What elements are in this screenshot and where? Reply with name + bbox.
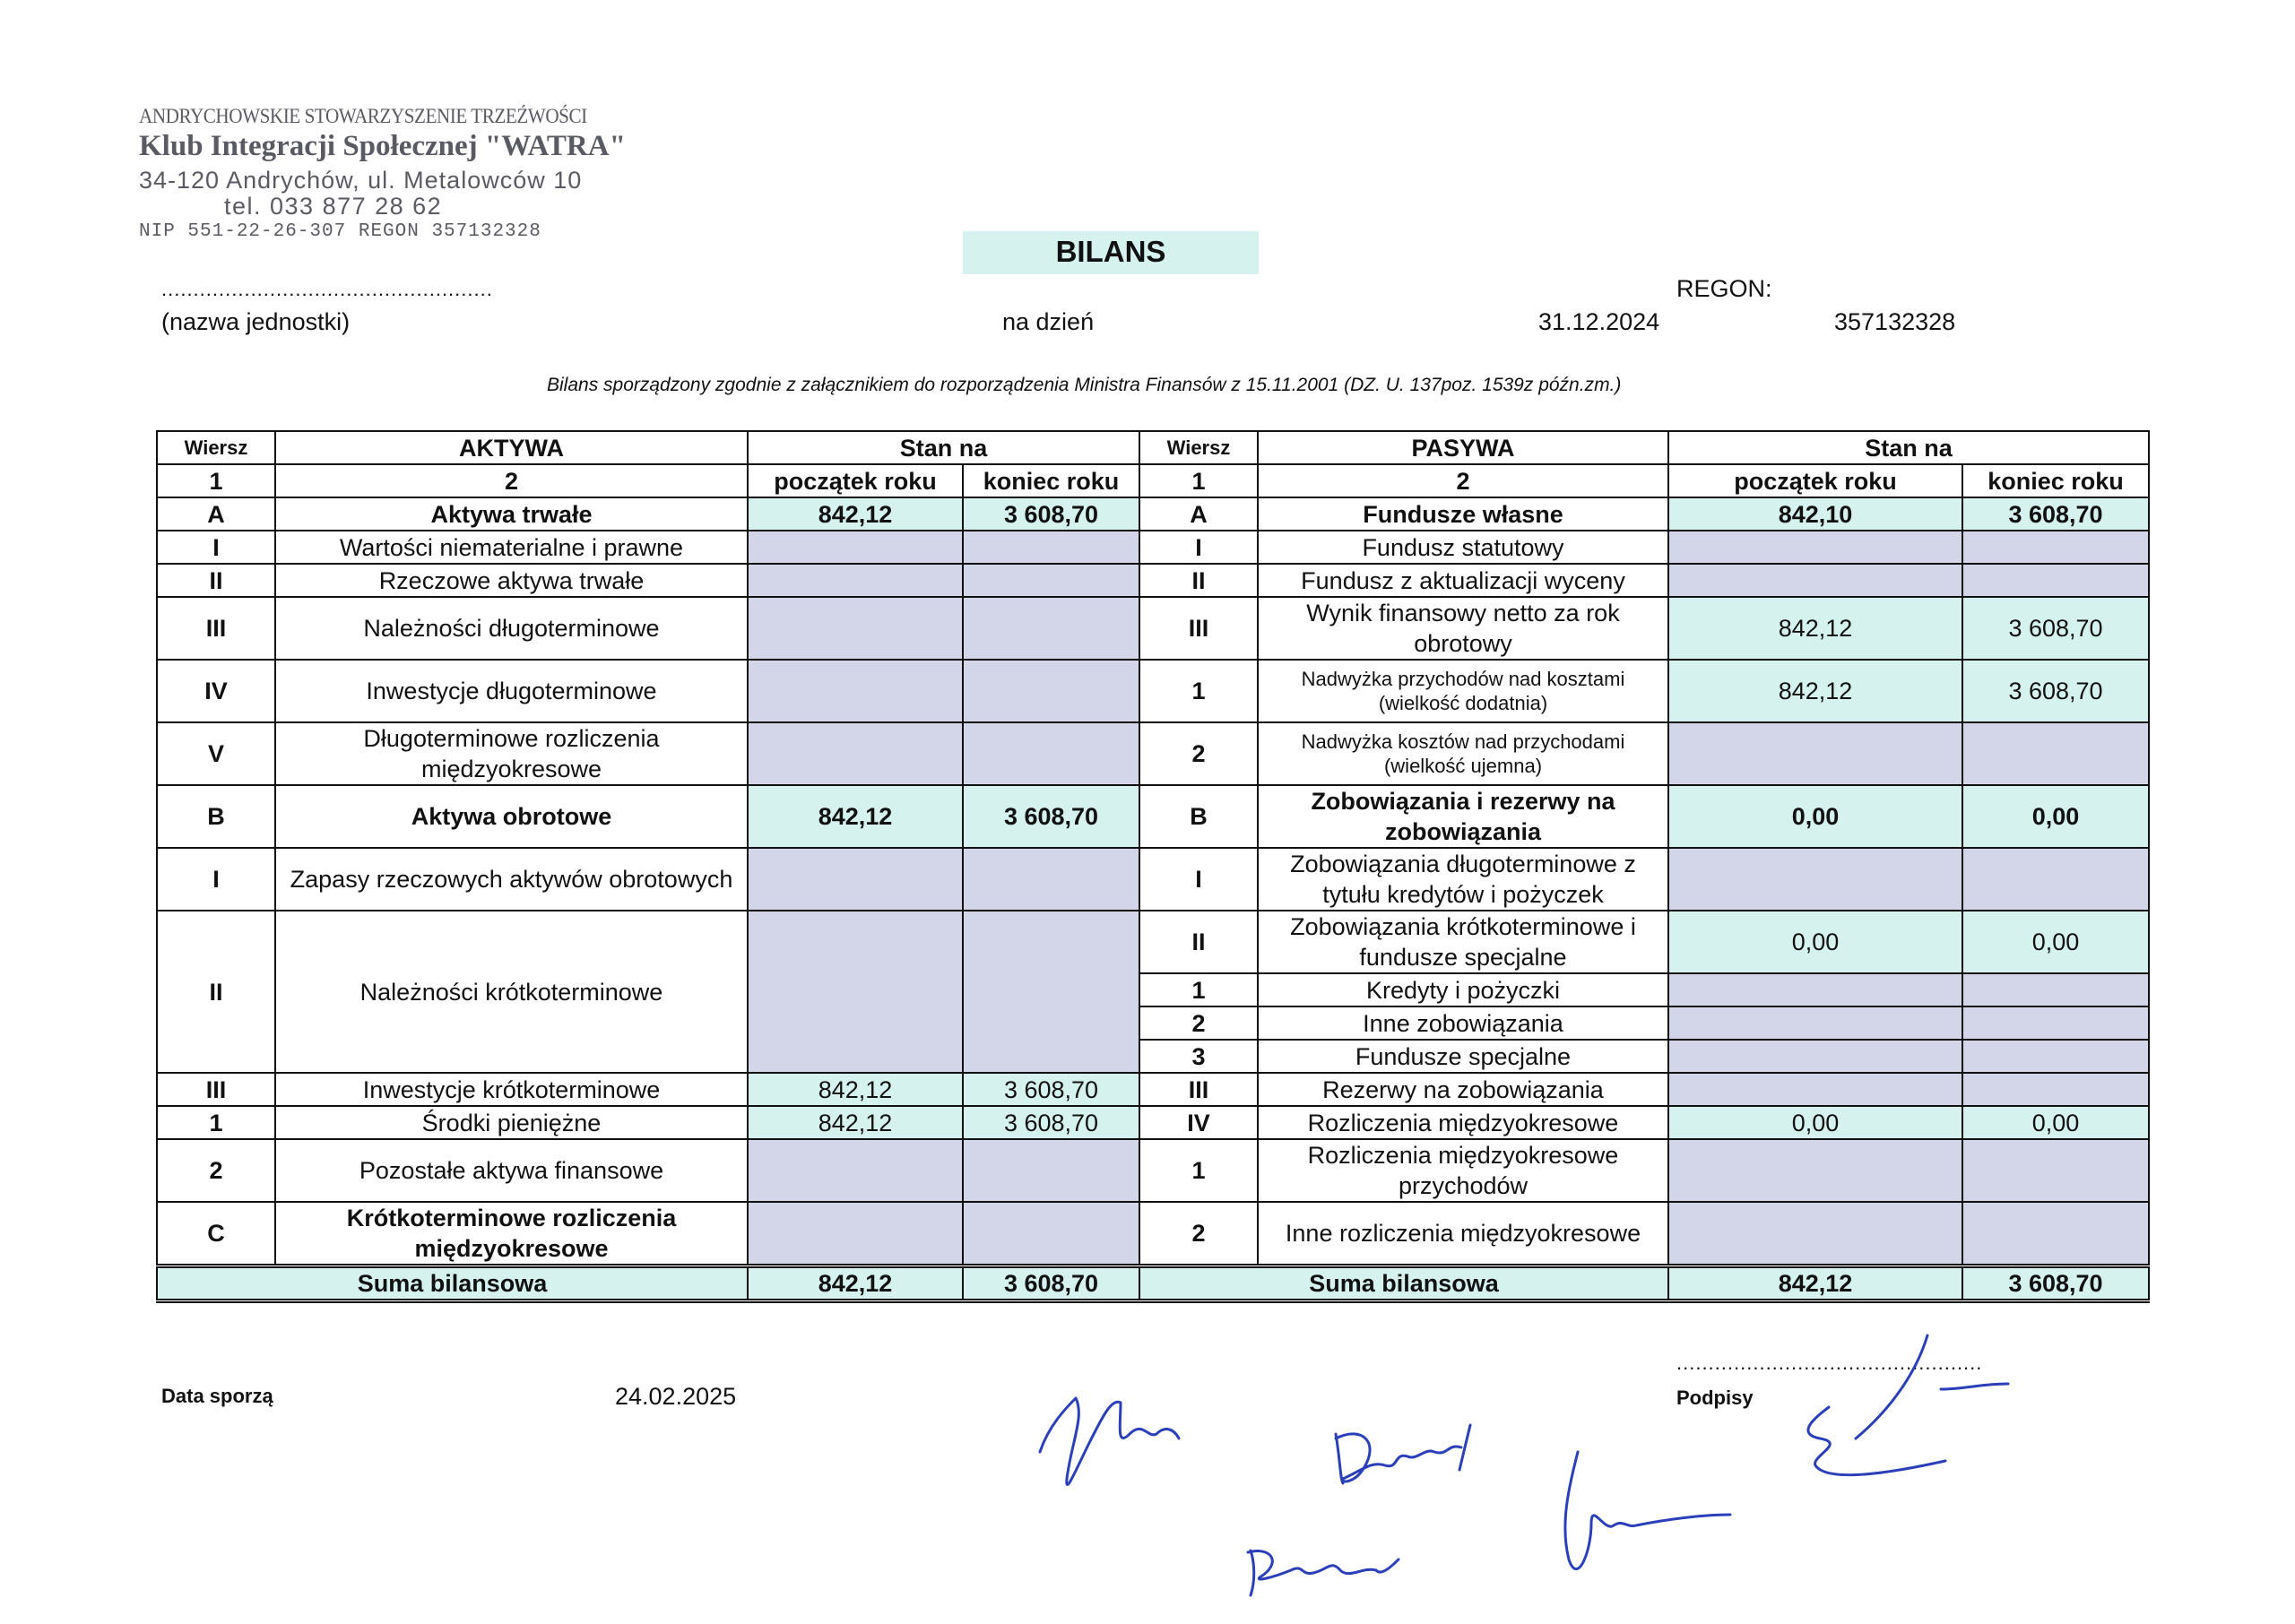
value-cell: 0,00 bbox=[1668, 911, 1962, 973]
table-row bbox=[157, 911, 2149, 973]
value-cell bbox=[963, 1139, 1139, 1202]
signature-1 bbox=[1040, 1398, 1179, 1484]
col-wiersz-right: Wiersz bbox=[1139, 431, 1258, 464]
row-label: I bbox=[157, 531, 275, 564]
row-label: C bbox=[157, 1202, 275, 1266]
row-name: Fundusz statutowy bbox=[1258, 531, 1668, 564]
value-cell: 3 608,70 bbox=[963, 785, 1139, 848]
row-name: Wynik finansowy netto za rok obrotowy bbox=[1258, 597, 1668, 660]
value-cell bbox=[1962, 973, 2149, 1006]
row-label: 2 bbox=[157, 1139, 275, 1202]
stamp-line-4: tel. 033 877 28 62 bbox=[224, 193, 443, 220]
handwritten-signatures bbox=[986, 1291, 2044, 1604]
table-row bbox=[157, 722, 2149, 785]
row-label: 1 bbox=[1139, 660, 1258, 722]
row-label: II bbox=[157, 911, 275, 1073]
row-name: Kredyty i pożyczki bbox=[1258, 973, 1668, 1006]
subhead-col2-right: 2 bbox=[1258, 464, 1668, 497]
row-name: Inne zobowiązania bbox=[1258, 1006, 1668, 1040]
stamp-line-2: Klub Integracji Społecznej "WATRA" bbox=[139, 130, 626, 162]
value-cell bbox=[748, 848, 963, 911]
sum-label-left: Suma bilansowa bbox=[157, 1266, 748, 1301]
table-row bbox=[157, 564, 2149, 597]
stamp-line-1: ANDRYCHOWSKIE STOWARZYSZENIE TRZEŹWOŚCI bbox=[139, 105, 587, 127]
signature-3 bbox=[1248, 1551, 1399, 1595]
signature-line: ................................................ bbox=[1676, 1352, 1983, 1374]
legal-basis-note: Bilans sporządzony zgodnie z załącznikiem do rozporządzenia Ministra Finansów z 15.11.2001 (DZ. U. 137poz. 1539z późn.zm.) bbox=[547, 375, 1622, 395]
value-cell: 842,12 bbox=[748, 785, 963, 848]
value-cell: 842,12 bbox=[748, 1073, 963, 1106]
row-name: Zobowiązania i rezerwy na zobowiązania bbox=[1258, 785, 1668, 848]
sum-value: 3 608,70 bbox=[963, 1266, 1139, 1301]
row-name: Fundusze własne bbox=[1258, 497, 1668, 531]
value-cell bbox=[748, 1202, 963, 1266]
value-cell: 0,00 bbox=[1962, 785, 2149, 848]
value-cell: 3 608,70 bbox=[963, 1073, 1139, 1106]
value-cell: 0,00 bbox=[1668, 785, 1962, 848]
value-cell bbox=[963, 564, 1139, 597]
row-label: II bbox=[1139, 564, 1258, 597]
value-cell bbox=[1668, 1139, 1962, 1202]
row-name: Zobowiązania krótkoterminowe i fundusze specjalne bbox=[1258, 911, 1668, 973]
value-cell bbox=[1668, 531, 1962, 564]
table-row bbox=[157, 1073, 2149, 1106]
row-name: Rzeczowe aktywa trwałe bbox=[275, 564, 748, 597]
subhead-end-right: koniec roku bbox=[1962, 464, 2149, 497]
row-label: I bbox=[1139, 531, 1258, 564]
value-cell bbox=[1962, 1006, 2149, 1040]
unit-name-label: (nazwa jednostki) bbox=[161, 308, 351, 335]
subhead-col1: 1 bbox=[157, 464, 275, 497]
value-cell bbox=[963, 531, 1139, 564]
value-cell bbox=[1962, 1202, 2149, 1266]
table-row bbox=[157, 1106, 2149, 1139]
row-label: B bbox=[1139, 785, 1258, 848]
table-row bbox=[157, 1202, 2149, 1266]
row-label: V bbox=[157, 722, 275, 785]
row-label: 1 bbox=[1139, 1139, 1258, 1202]
table-row bbox=[157, 785, 2149, 848]
stamp-line-5: NIP 551-22-26-307 REGON 357132328 bbox=[139, 221, 541, 242]
row-name: Wartości niematerialne i prawne bbox=[275, 531, 748, 564]
row-name: Zobowiązania długoterminowe z tytułu kredytów i pożyczek bbox=[1258, 848, 1668, 911]
stamp-line-3: 34-120 Andrychów, ul. Metalowców 10 bbox=[139, 167, 583, 194]
row-label: III bbox=[1139, 597, 1258, 660]
sum-label-right: Suma bilansowa bbox=[1139, 1266, 1668, 1301]
balance-date: 31.12.2024 bbox=[1538, 308, 1660, 335]
row-name: Należności krótkoterminowe bbox=[275, 911, 748, 1073]
value-cell bbox=[1962, 1040, 2149, 1073]
subhead-start-left: początek roku bbox=[748, 464, 963, 497]
row-name: Rozliczenia międzyokresowe bbox=[1258, 1106, 1668, 1139]
value-cell bbox=[748, 911, 963, 1073]
row-label: I bbox=[1139, 848, 1258, 911]
subhead-end-left: koniec roku bbox=[963, 464, 1139, 497]
row-label: 3 bbox=[1139, 1040, 1258, 1073]
row-name: Inwestycje długoterminowe bbox=[275, 660, 748, 722]
value-cell: 842,12 bbox=[1668, 660, 1962, 722]
sum-value: 842,12 bbox=[1668, 1266, 1962, 1301]
value-cell bbox=[748, 722, 963, 785]
value-cell: 0,00 bbox=[1668, 1106, 1962, 1139]
table-row bbox=[157, 531, 2149, 564]
row-label: 2 bbox=[1139, 1202, 1258, 1266]
value-cell bbox=[963, 722, 1139, 785]
value-cell bbox=[963, 597, 1139, 660]
signature-2 bbox=[1336, 1425, 1470, 1483]
subhead-col2: 2 bbox=[275, 464, 748, 497]
row-label: 1 bbox=[157, 1106, 275, 1139]
value-cell bbox=[963, 911, 1139, 1073]
value-cell bbox=[1668, 564, 1962, 597]
row-label: II bbox=[1139, 911, 1258, 973]
date-prepared-label: Data sporzą bbox=[161, 1385, 273, 1407]
row-label: A bbox=[1139, 497, 1258, 531]
row-name: Długoterminowe rozliczenia międzyokresowe bbox=[275, 722, 748, 785]
value-cell bbox=[1962, 1073, 2149, 1106]
organization-stamp bbox=[139, 105, 626, 242]
value-cell bbox=[1962, 564, 2149, 597]
value-cell bbox=[748, 660, 963, 722]
value-cell: 842,12 bbox=[748, 497, 963, 531]
value-cell: 3 608,70 bbox=[963, 497, 1139, 531]
signatures-label: Podpisy bbox=[1676, 1386, 1754, 1409]
subhead-col1-right: 1 bbox=[1139, 464, 1258, 497]
value-cell bbox=[1962, 722, 2149, 785]
value-cell: 842,12 bbox=[1668, 597, 1962, 660]
col-stan-na-right: Stan na bbox=[1668, 431, 2149, 464]
signature-4 bbox=[1565, 1452, 1730, 1569]
row-name: Rezerwy na zobowiązania bbox=[1258, 1073, 1668, 1106]
row-name: Rozliczenia międzyokresowe przychodów bbox=[1258, 1139, 1668, 1202]
row-name: Należności długoterminowe bbox=[275, 597, 748, 660]
date-prepared: 24.02.2025 bbox=[615, 1383, 737, 1410]
value-cell: 3 608,70 bbox=[1962, 660, 2149, 722]
table-row bbox=[157, 1139, 2149, 1202]
table-row bbox=[157, 497, 2149, 531]
row-label: 2 bbox=[1139, 1006, 1258, 1040]
value-cell bbox=[748, 597, 963, 660]
row-label: 2 bbox=[1139, 722, 1258, 785]
col-wiersz-left: Wiersz bbox=[157, 431, 275, 464]
value-cell: 3 608,70 bbox=[1962, 597, 2149, 660]
value-cell bbox=[1668, 848, 1962, 911]
value-cell bbox=[1962, 531, 2149, 564]
value-cell bbox=[1962, 1139, 2149, 1202]
row-label: 1 bbox=[1139, 973, 1258, 1006]
page-title: BILANS bbox=[1055, 235, 1166, 268]
value-cell: 0,00 bbox=[1962, 1106, 2149, 1139]
table-row bbox=[157, 660, 2149, 722]
table-header-row bbox=[157, 431, 2149, 464]
balance-sheet-table bbox=[156, 430, 2150, 1303]
value-cell: 3 608,70 bbox=[1962, 497, 2149, 531]
row-name: Krótkoterminowe rozliczenia międzyokresowe bbox=[275, 1202, 748, 1266]
row-name: Nadwyżka przychodów nad kosztami (wielkość dodatnia) bbox=[1258, 660, 1668, 722]
table-subheader-row bbox=[157, 464, 2149, 497]
unit-name-line: .................................................... bbox=[161, 278, 493, 300]
sum-value: 842,12 bbox=[748, 1266, 963, 1301]
row-name: Nadwyżka kosztów nad przychodami (wielkość ujemna) bbox=[1258, 722, 1668, 785]
row-name: Pozostałe aktywa finansowe bbox=[275, 1139, 748, 1202]
col-stan-na-left: Stan na bbox=[748, 431, 1139, 464]
value-cell bbox=[963, 848, 1139, 911]
value-cell bbox=[1668, 1073, 1962, 1106]
signature-5 bbox=[1808, 1335, 2008, 1475]
value-cell bbox=[748, 564, 963, 597]
value-cell bbox=[1668, 1202, 1962, 1266]
table-row bbox=[157, 597, 2149, 660]
row-name: Środki pieniężne bbox=[275, 1106, 748, 1139]
row-label: III bbox=[157, 1073, 275, 1106]
value-cell: 842,10 bbox=[1668, 497, 1962, 531]
value-cell bbox=[1668, 1040, 1962, 1073]
row-label: I bbox=[157, 848, 275, 911]
value-cell bbox=[1668, 1006, 1962, 1040]
regon-number: 357132328 bbox=[1834, 308, 1956, 335]
value-cell bbox=[748, 1139, 963, 1202]
col-aktywa: AKTYWA bbox=[275, 431, 748, 464]
value-cell bbox=[963, 660, 1139, 722]
row-name: Fundusz z aktualizacji wyceny bbox=[1258, 564, 1668, 597]
row-label: IV bbox=[1139, 1106, 1258, 1139]
row-label: II bbox=[157, 564, 275, 597]
row-name: Inne rozliczenia międzyokresowe bbox=[1258, 1202, 1668, 1266]
value-cell: 842,12 bbox=[748, 1106, 963, 1139]
row-label: IV bbox=[157, 660, 275, 722]
value-cell bbox=[748, 531, 963, 564]
col-pasywa: PASYWA bbox=[1258, 431, 1668, 464]
value-cell: 3 608,70 bbox=[963, 1106, 1139, 1139]
table-row bbox=[157, 848, 2149, 911]
value-cell bbox=[1668, 722, 1962, 785]
value-cell bbox=[1668, 973, 1962, 1006]
row-name: Fundusze specjalne bbox=[1258, 1040, 1668, 1073]
row-label: A bbox=[157, 497, 275, 531]
row-name: Aktywa trwałe bbox=[275, 497, 748, 531]
row-label: III bbox=[1139, 1073, 1258, 1106]
value-cell bbox=[963, 1202, 1139, 1266]
regon-label: REGON: bbox=[1676, 275, 1772, 302]
subhead-start-right: początek roku bbox=[1668, 464, 1962, 497]
row-name: Zapasy rzeczowych aktywów obrotowych bbox=[275, 848, 748, 911]
row-name: Inwestycje krótkoterminowe bbox=[275, 1073, 748, 1106]
date-label: na dzień bbox=[1002, 308, 1095, 335]
value-cell bbox=[1962, 848, 2149, 911]
value-cell: 0,00 bbox=[1962, 911, 2149, 973]
row-label: B bbox=[157, 785, 275, 848]
row-label: III bbox=[157, 597, 275, 660]
sum-value: 3 608,70 bbox=[1962, 1266, 2149, 1301]
row-name: Aktywa obrotowe bbox=[275, 785, 748, 848]
